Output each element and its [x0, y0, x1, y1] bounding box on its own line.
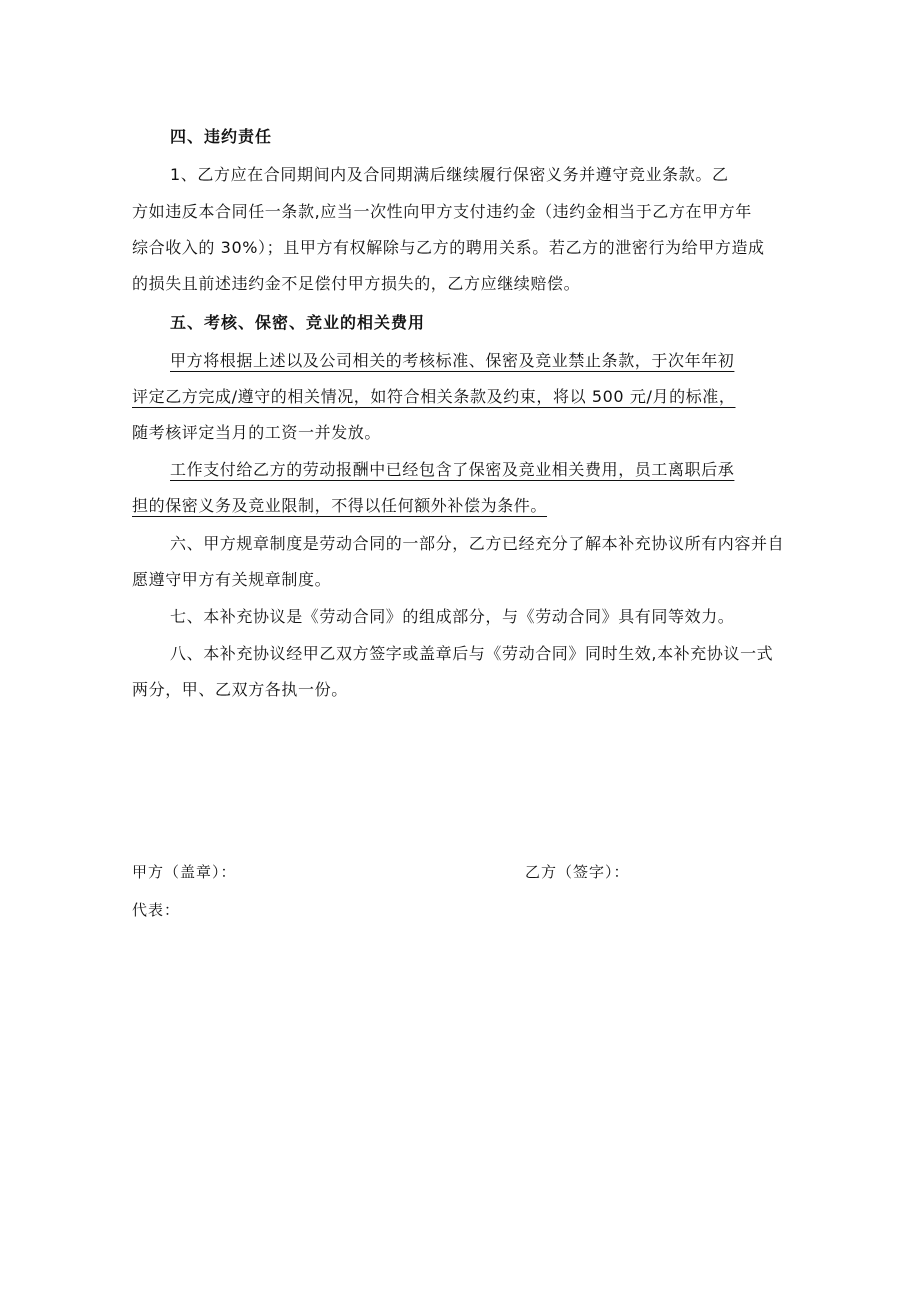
section-five-p2-line-2: 担的保密义务及竞业限制，不得以任何额外补偿为条件。: [132, 496, 548, 515]
section-five-heading: 五、考核、保密、竞业的相关费用: [170, 313, 426, 332]
section-six-line-2: 愿遵守甲方有关规章制度。: [132, 570, 332, 589]
section-five-p1-line-2: 评定乙方完成/遵守的相关情况，如符合相关条款及约束，将以 500 元/月的标准，: [132, 387, 736, 406]
section-four-line-1: 1、乙方应在合同期间内及合同期满后继续履行保密义务并遵守竞业条款。乙: [170, 165, 729, 184]
section-five-p1-line-3: 随考核评定当月的工资一并发放。: [132, 423, 382, 442]
section-four-line-2: 方如违反本合同任一条款,应当一次性向甲方支付违约金（违约金相当于乙方在甲方年: [132, 202, 752, 221]
section-eight-line-1: 八、本补充协议经甲乙双方签字或盖章后与《劳动合同》同时生效,本补充协议一式: [170, 644, 774, 663]
section-four-line-3: 综合收入的 30%）；且甲方有权解除与乙方的聘用关系。若乙方的泄密行为给甲方造成: [132, 238, 765, 257]
section-eight-line-2: 两分，甲、乙双方各执一份。: [132, 680, 348, 699]
representative-label: 代表：: [132, 901, 181, 919]
section-six-line-1: 六、甲方规章制度是劳动合同的一部分，乙方已经充分了解本补充协议所有内容并自: [170, 534, 785, 553]
section-four-heading: 四、违约责任: [170, 127, 273, 146]
section-four-line-4: 的损失且前述违约金不足偿付甲方损失的，乙方应继续赔偿。: [132, 274, 581, 293]
section-five-p1-line-1: 甲方将根据上述以及公司相关的考核标准、保密及竞业禁止条款，于次年年初: [170, 351, 735, 370]
party-b-signature-label: 乙方（签字）：: [525, 863, 630, 881]
section-seven: 七、本补充协议是《劳动合同》的组成部分，与《劳动合同》具有同等效力。: [170, 607, 735, 626]
party-a-seal-label: 甲方（盖章）：: [132, 863, 237, 881]
section-five-p2-line-1: 工作支付给乙方的劳动报酬中已经包含了保密及竞业相关费用，员工离职后承: [170, 460, 735, 479]
